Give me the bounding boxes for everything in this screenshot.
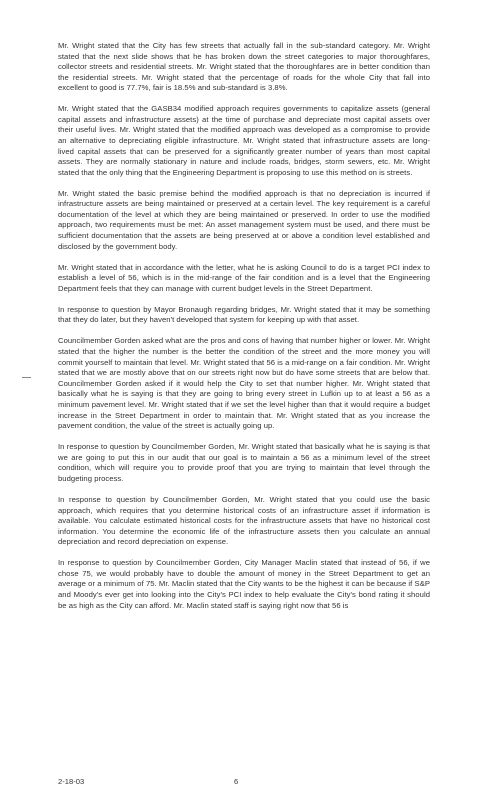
- paragraph-city-manager-response: In response to question by Councilmember Gorden, City Manager Maclin stated that instead of 56, if we chose 75, we would probably have to double the amount of money in the Street Department to get an average or a minimum of 75. Mr. Maclin stated that the City wants to be the highest it can be because if S&P and Moody's ever get into looking into the City's PCI index to help evaluate the City's bond rating it should be as high as the City can afford. Mr. Maclin stated staff is saying right now that 56 is: [58, 558, 430, 610]
- footer-date: 2-18-03: [58, 777, 85, 786]
- page-footer: [58, 777, 430, 789]
- paragraph-street-conditions: Mr. Wright stated that the City has few streets that actually fall in the sub-standard category. Mr. Wright stated that the next slide shows that he has broken down the street categories to major thoroughfares, collector streets and residential streets. Mr. Wright stated that the thoroughfares are in better condition than the residential streets. Mr. Wright stated that the percentage of roads for the whole City that fall into excellent to good is 77.7%, fair is 18.5% and sub-standard is 3.8%.: [58, 41, 430, 93]
- page-number: 6: [234, 777, 239, 786]
- paragraph-bridges-question: In response to question by Mayor Bronaugh regarding bridges, Mr. Wright stated that it may be something that they do later, but they haven't developed that system for keeping up with that asset.: [58, 304, 430, 325]
- paragraph-pci-target: Mr. Wright stated that in accordance with the letter, what he is asking Council to do is a target PCI index to establish a level of 56, which is in the mid-range of the fair condition and is a level that the Engineering Department feels that they can manage with current budget levels in the Street Department.: [58, 262, 430, 293]
- paragraph-modified-approach-premise: Mr. Wright stated the basic premise behind the modified approach is that no depreciation is incurred if infrastructure assets are being maintained or preserved at a certain level. The key requirement is a careful documentation of the level at which they are being maintained or preserved. In order to use the modified approach, two requirements must be met: An asset management system must be used, and there must be sufficient documentation that the assets are being preserved at or above a condition level established and disclosed by the government body.: [58, 188, 430, 251]
- margin-mark: [22, 377, 31, 378]
- minutes-body: [58, 41, 430, 622]
- paragraph-basic-approach: In response to question by Councilmember Gorden, Mr. Wright stated that you could use the basic approach, which requires that you determine historical costs of an infrastructure asset if information is available. You calculate estimated historical costs for the infrastructure assets that have no historical cost information. You determine the economic life of the infrastructure assets then you calculate an annual depreciation and record depreciation on expense.: [58, 494, 430, 547]
- paragraph-audit-goal: In response to question by Councilmember Gorden, Mr. Wright stated that basically what he is saying is that we are going to put this in our audit that our goal is to maintain a 56 as a minimum level of the street condition, which will require you to provide proof that you are trying to maintain that level through the budgeting process.: [58, 442, 430, 483]
- paragraph-gasb34-approach: Mr. Wright stated that the GASB34 modified approach requires governments to capitalize assets (general capital assets and infrastructure assets) at the time of purchase and depreciate most capital assets over their useful lives. Mr. Wright stated that the modified approach was developed as a compromise to provide an alternative to depreciating eligible infrastructure. Mr. Wright stated that infrastructure assets are long-lived capital assets that can be preserved for a significantly greater number of years than most capital assets. They are normally stationary in nature and include roads, bridges, storm sewers, etc. Mr. Wright stated that the only thing that the Engineering Department is proposing to use this method on is streets.: [58, 104, 430, 177]
- paragraph-pros-and-cons: Councilmember Gorden asked what are the pros and cons of having that number higher or lower. Mr. Wright stated that the higher the number is the better the condition of the street and the more money you will commit yourself to maintain that level. Mr. Wright stated that 56 is a mid-range on a fair condition. Mr. Wright stated that we are mostly above that on our streets right now but do have some streets that are below that. Councilmember Gorden asked if it would help the City to set that number higher. Mr. Wright stated that basically what he is saying is that they are going to bring every street in Lufkin up to at least a 56 as a minimum pavement level. Mr. Wright stated that if we set the level higher than that it would require a budget increase in the Street Department in order to maintain that. Mr. Wright stated that as you increase the pavement condition, the value of the street is actually going up.: [58, 336, 430, 431]
